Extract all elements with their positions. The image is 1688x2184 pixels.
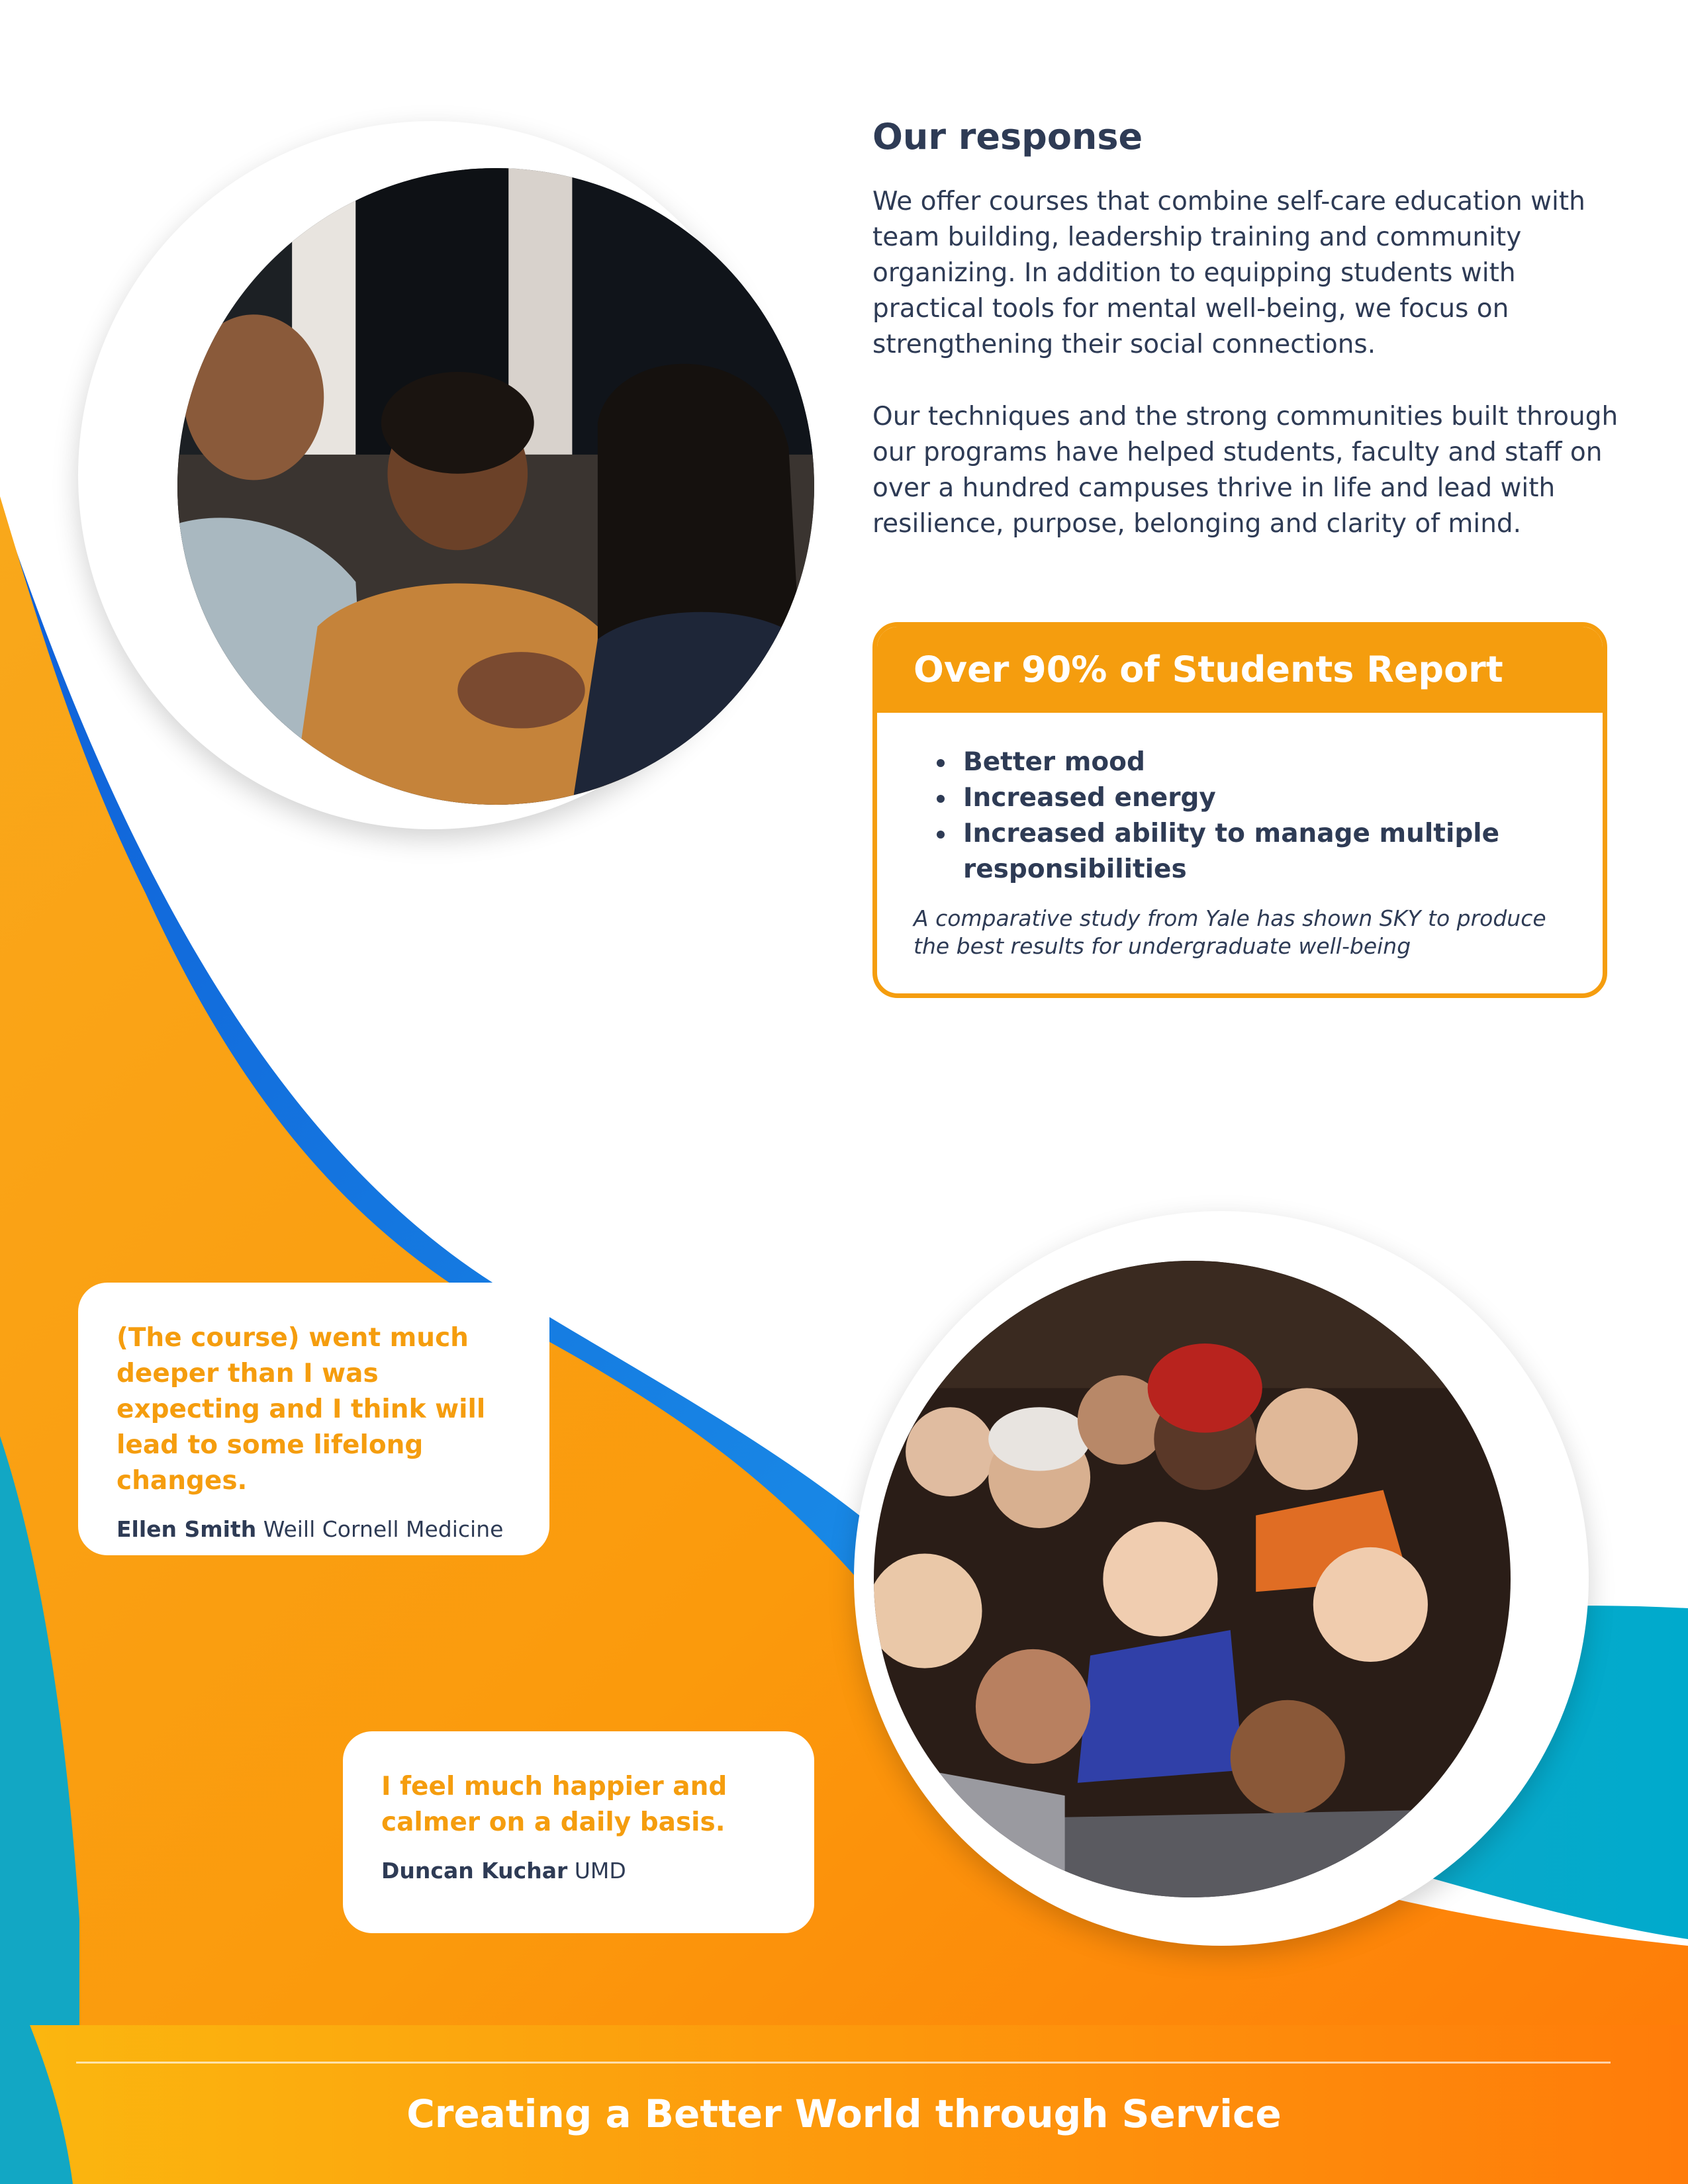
stats-item-mood: Better mood: [937, 745, 1546, 780]
quote-text-2: I feel much happier and calmer on a daily basis.: [381, 1772, 727, 1837]
stats-card: [872, 622, 1607, 998]
footer-divider: [76, 2062, 1611, 2064]
stats-item-energy: Increased energy: [937, 780, 1546, 816]
footer-tagline: Creating a Better World through Service: [406, 2091, 1282, 2136]
quote-author-2: Duncan Kuchar: [381, 1858, 568, 1884]
stats-item-responsibilities: Increased ability to manage multiple responsibilities: [937, 816, 1546, 887]
group-photo-bottom: [874, 1261, 1511, 1897]
quote-attribution-1: [117, 1516, 511, 1542]
quote-affiliation-1: Weill Cornell Medicine: [263, 1516, 504, 1542]
quote-author-1: Ellen Smith: [117, 1516, 257, 1542]
quote-text-1: (The course) went much deeper than I was expecting and I think will lead to some lifelong changes.: [117, 1323, 486, 1496]
response-paragraph-1: We offer courses that combine self-care education with team building, leadership training and community organizing. In addition to equipping students with practical tools for mental well-being, we focus on strengthening their social connections.: [872, 187, 1585, 359]
stats-card-footnote: A comparative study from Yale has shown SKY to produce the best results for undergraduate well-being: [914, 905, 1546, 959]
stats-card-title: Over 90% of Students Report: [877, 627, 1603, 713]
section-title: Our response: [872, 116, 1143, 158]
group-photo-top: [177, 168, 814, 805]
stats-list: [937, 745, 1546, 887]
response-paragraph-2: Our techniques and the strong communities built through our programs have helped students, faculty and staff on over a hundred campuses thrive in life and lead with resilience, purpose, belonging and clarity of mind.: [872, 402, 1618, 539]
quote-attribution-2: [381, 1858, 776, 1884]
quote-affiliation-2: UMD: [574, 1858, 626, 1884]
quote-card-2: [343, 1731, 814, 1933]
quote-card-1: [78, 1283, 549, 1555]
